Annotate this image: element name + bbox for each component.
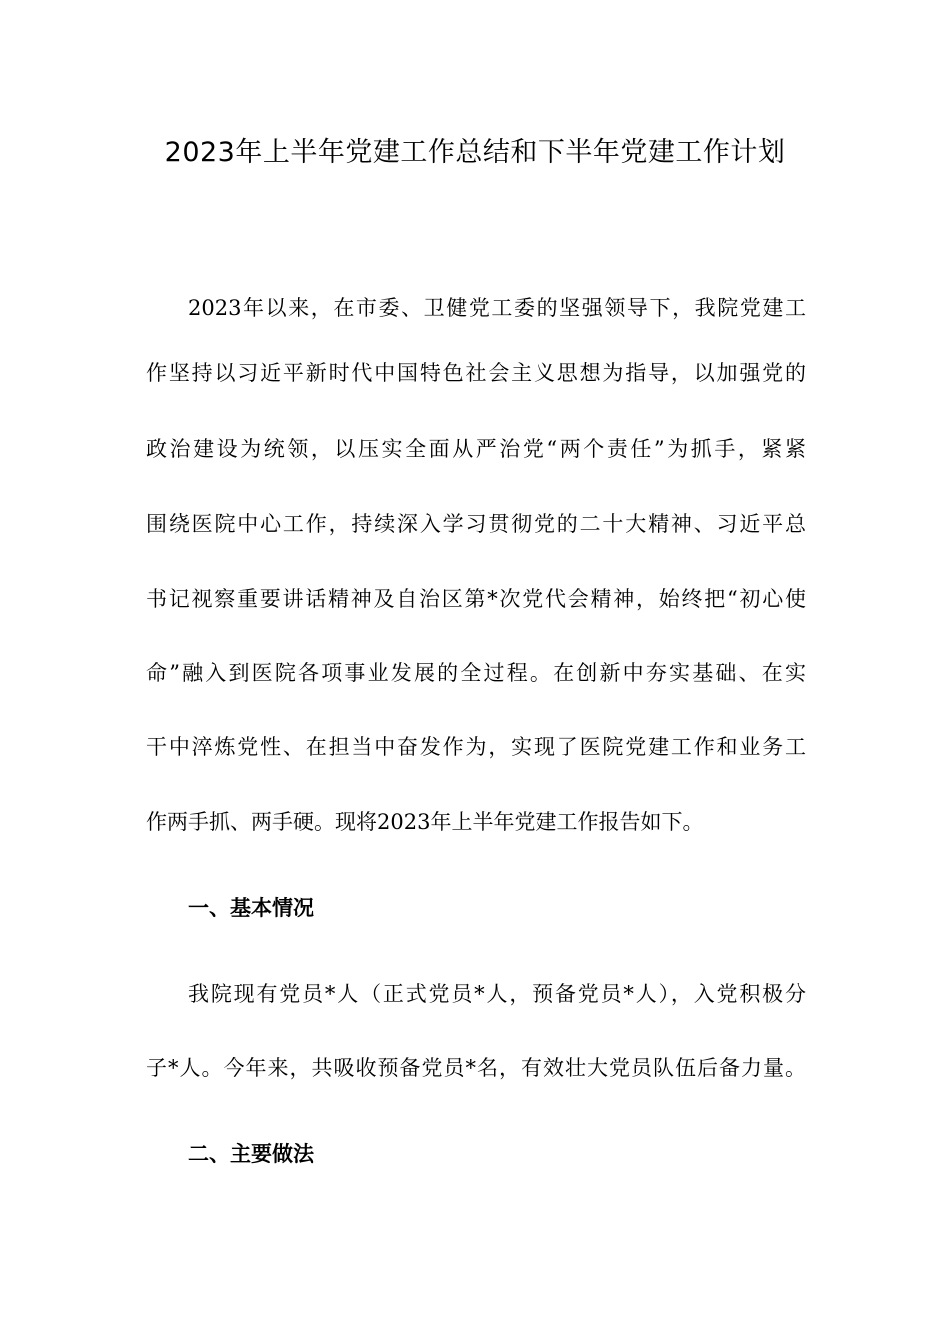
intro-line-5: 书记视察重要讲话精神及自治区第*次党代会精神，始终把“初心使: [146, 587, 806, 611]
section-heading-basic-situation: 一、基本情况: [188, 896, 314, 920]
intro-line-3: 政治建设为统领，以压实全面从严治党“两个责任”为抓手，紧紧: [146, 437, 806, 461]
intro-line-4: 围绕医院中心工作，持续深入学习贯彻党的二十大精神、习近平总: [146, 512, 806, 536]
section1-line-1: 我院现有党员*人（正式党员*人，预备党员*人），入党积极分: [188, 982, 806, 1006]
intro-line-1: 2023年以来，在市委、卫健党工委的坚强领导下，我院党建工: [188, 296, 806, 320]
intro-line-7: 干中淬炼党性、在担当中奋发作为，实现了医院党建工作和业务工: [146, 735, 806, 759]
document-title: 2023年上半年党建工作总结和下半年党建工作计划: [164, 137, 786, 168]
intro-line-6: 命”融入到医院各项事业发展的全过程。在创新中夯实基础、在实: [146, 661, 806, 685]
section-heading-main-practices: 二、主要做法: [188, 1142, 314, 1166]
intro-line-8: 作两手抓、两手硬。现将2023年上半年党建工作报告如下。: [146, 810, 704, 834]
intro-line-2: 作坚持以习近平新时代中国特色社会主义思想为指导，以加强党的: [146, 361, 806, 385]
section1-line-2: 子*人。今年来，共吸收预备党员*名，有效壮大党员队伍后备力量。: [146, 1056, 806, 1080]
